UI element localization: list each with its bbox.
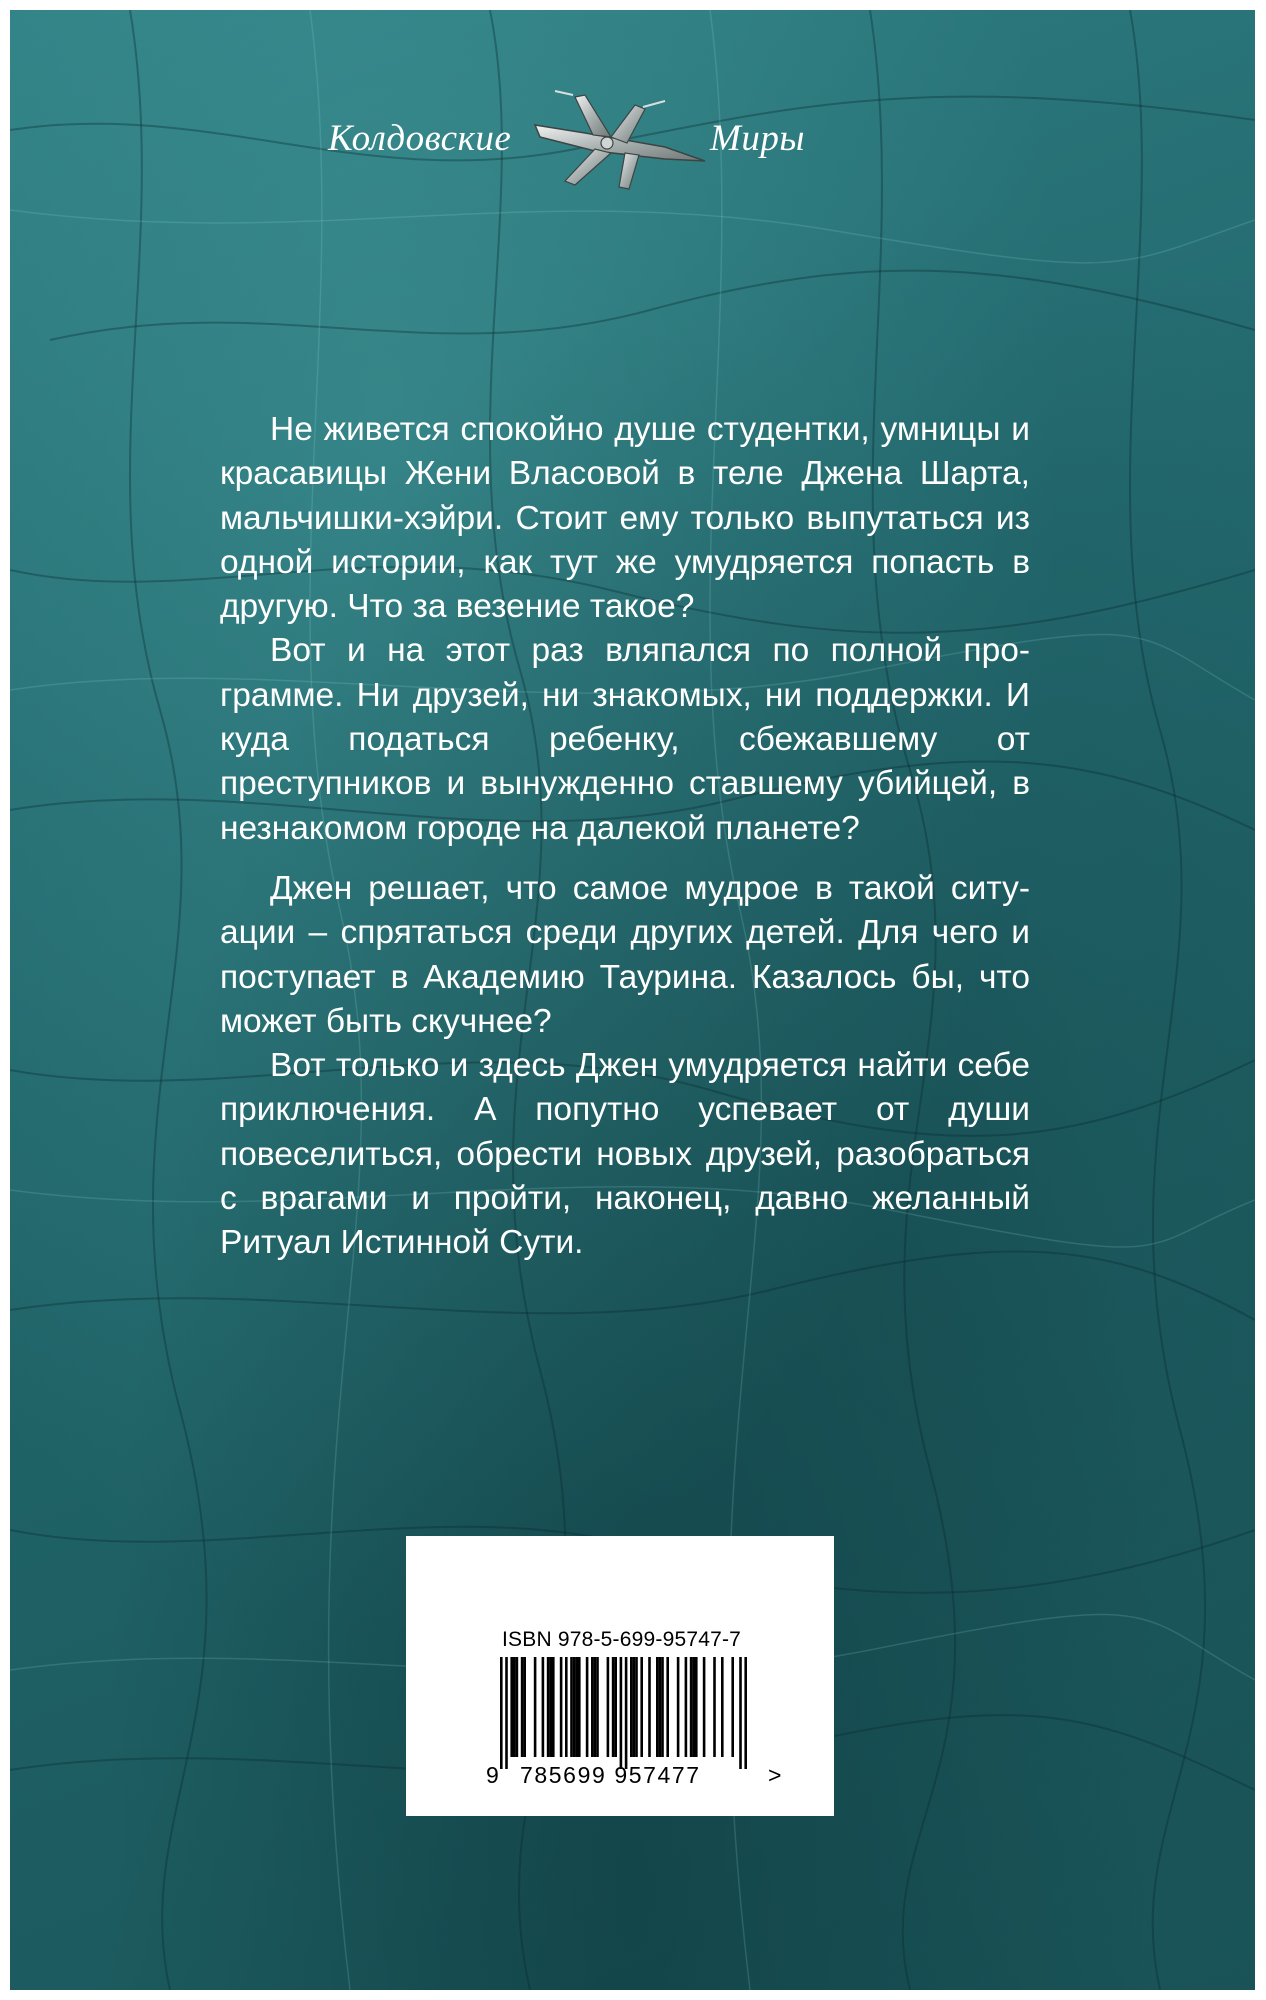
barcode-bar: [596, 1657, 599, 1757]
barcode-bar: [549, 1657, 552, 1757]
barcode-bar: [575, 1657, 578, 1757]
barcode-bar: [542, 1657, 545, 1757]
barcode-bar: [677, 1657, 680, 1757]
barcode-bar: [607, 1657, 610, 1757]
series-name-right: Миры: [710, 118, 805, 159]
annotation-paragraph: Вот и на этот раз вляпался по полной программе. Ни друзей, ни знакомых, ни поддержки. И куда податься ребенку, сбежавшему от преступников и вынужденно ставшему убийцей, в незнакомом городе на далекой планете?: [220, 632, 1030, 847]
barcode-bar: [523, 1657, 526, 1757]
barcode: [482, 1657, 762, 1769]
barcode-bar: [692, 1657, 695, 1757]
barcode-quiet-zone-mark: >: [768, 1762, 782, 1788]
barcode-bar: [690, 1657, 693, 1757]
barcode-bar: [635, 1657, 638, 1757]
annotation-paragraph: Не живется спокойно душе студентки, умницы и красавицы Жени Власовой в теле Джена Шарта, мальчишки-хэйри. Стоит ему только выпутаться из одной истории, как тут же умудряется попасть в другую. Что за везение такое?: [220, 411, 1030, 626]
barcode-bar: [594, 1657, 597, 1757]
barcode-bar: [744, 1657, 747, 1769]
barcode-bar: [695, 1657, 698, 1757]
barcode-bar: [513, 1657, 516, 1757]
barcode-bar: [505, 1657, 508, 1769]
barcode-bar: [591, 1657, 594, 1757]
barcode-bar: [625, 1657, 628, 1769]
barcode-bar: [573, 1657, 576, 1757]
barcode-bar: [666, 1657, 669, 1757]
barcode-bar: [516, 1657, 519, 1757]
barcode-bar: [648, 1657, 651, 1757]
barcode-bar: [633, 1657, 636, 1757]
spaceship-icon: [515, 85, 720, 195]
barcode-bar: [578, 1657, 581, 1757]
barcode-bar: [685, 1657, 688, 1757]
barcode-bar: [620, 1657, 623, 1769]
barcode-bar: [510, 1657, 513, 1757]
barcode-bar: [731, 1657, 734, 1757]
barcode-bar: [713, 1657, 716, 1757]
book-annotation: [220, 408, 1030, 1266]
barcode-bar: [521, 1657, 524, 1757]
annotation-paragraph: Вот только и здесь Джен умудряется найти себе приключения. А попутно успевает от души повеселиться, обрести новых друзей, разобраться с врагами и пройти, наконец, давно желанный Ритуал Истинной Сути.: [220, 1047, 1030, 1262]
barcode-bar: [570, 1657, 573, 1757]
barcode-bar: [656, 1657, 659, 1757]
barcode-bar: [739, 1657, 742, 1769]
barcode-bar: [560, 1657, 563, 1757]
barcode-bar: [659, 1657, 662, 1757]
barcode-bar: [630, 1657, 633, 1757]
barcode-digits: 785699 957477: [520, 1762, 701, 1788]
barcode-bar: [640, 1657, 643, 1757]
barcode-bar: [552, 1657, 555, 1757]
barcode-bar: [586, 1657, 589, 1757]
book-back-cover: [10, 10, 1255, 1990]
barcode-bar: [721, 1657, 724, 1757]
barcode-bar: [534, 1657, 537, 1757]
barcode-bar: [500, 1657, 503, 1769]
barcode-bar: [703, 1657, 706, 1757]
barcode-first-digit: 9: [486, 1762, 499, 1788]
barcode-bar: [565, 1657, 568, 1757]
barcode-bar: [612, 1657, 615, 1757]
isbn-text: ISBN 978-5-699-95747-7: [502, 1628, 742, 1651]
annotation-paragraph: Джен решает, что самое мудрое в такой ситуации – спрятаться среди других детей. Для чего и поступает в Академию Таурина. Казалось бы, что может быть скучнее?: [220, 869, 1030, 1040]
series-header: [10, 85, 1255, 195]
barcode-label: [406, 1536, 834, 1816]
barcode-bar: [614, 1657, 617, 1757]
barcode-bar: [547, 1657, 550, 1757]
barcode-bar: [661, 1657, 664, 1757]
series-name-left: Колдовские: [328, 118, 512, 159]
